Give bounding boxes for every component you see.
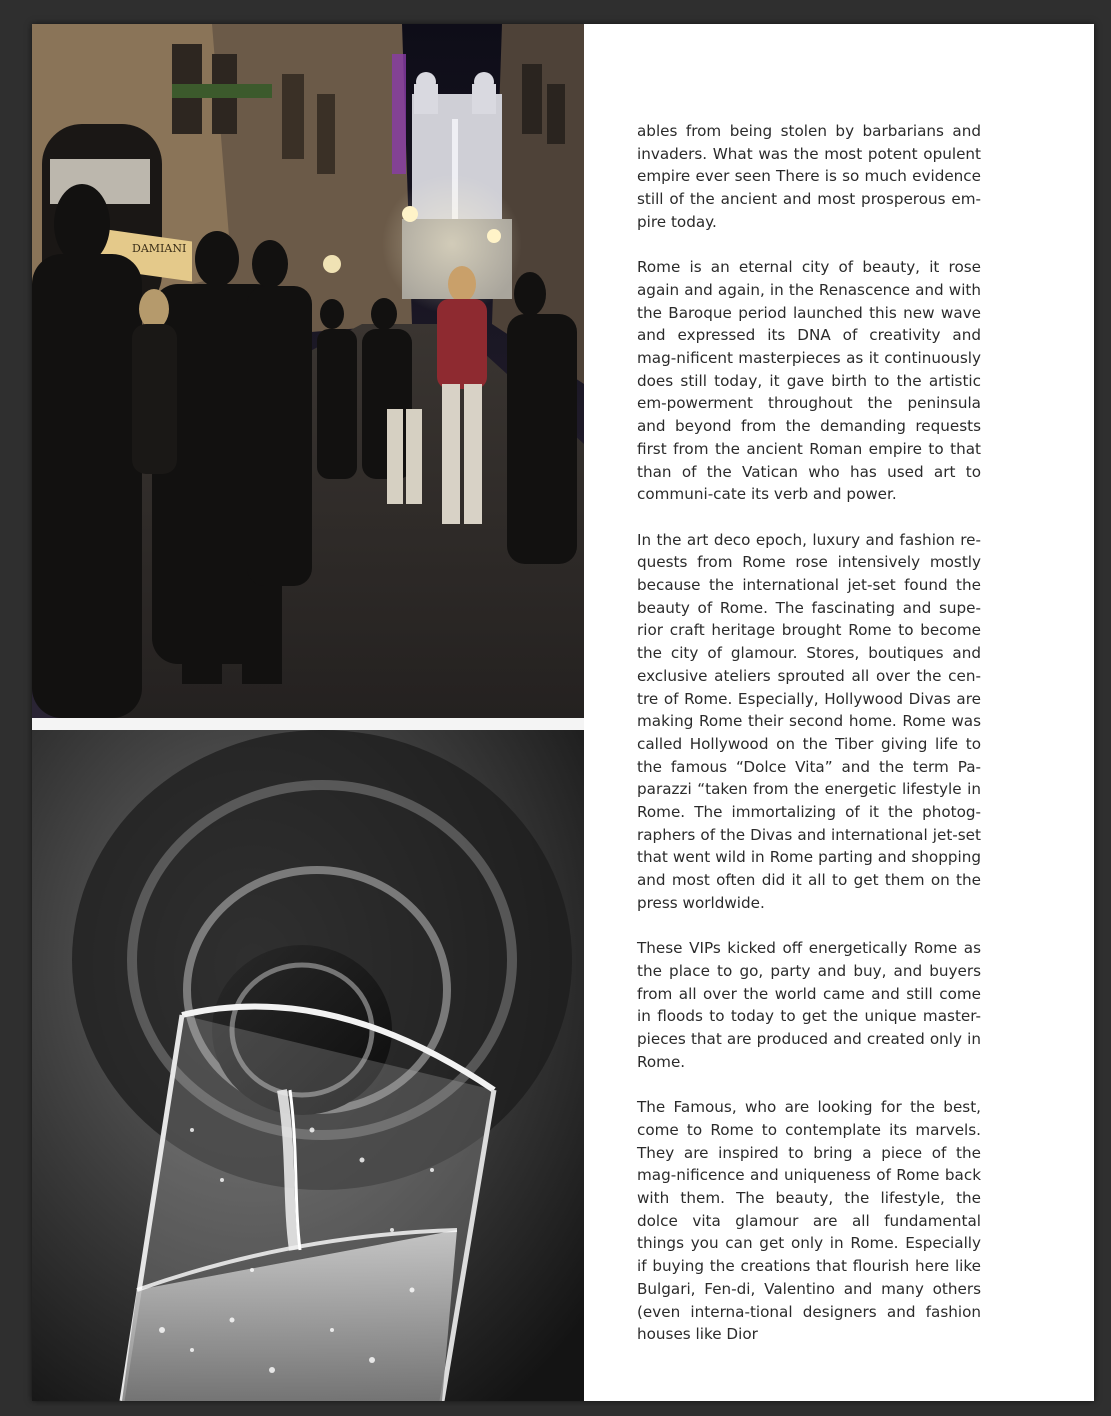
article-paragraph-5: The Famous, who are looking for the best, come to Rome to contemplate its marvels. They are inspired to bring a piece of the mag-nificence and uniqueness of Rome back with them. The beauty, the lifestyle, the dolce vita glamour are all fundamental things you can get only in Rome. Especially if buying the creations that flourish here like Bulgari, Fen-di, Valentino and many others (even interna-tional designers and fashion houses like Dior — [637, 1098, 981, 1344]
article-paragraph-3: In the art deco epoch, luxury and fashion re-quests from Rome rose intensively mostly because the international jet-set found the beauty of Rome. The fascinating and supe-rior craft heritage brought Rome to become the city of glamour. Stores, boutiques and exclusive ateliers sprouted all over the cen-tre of Rome. Especially, Hollywood Divas are making Rome their second home. Rome was called Hollywood on the Tiber giving life to the famous “Dolce Vita” and the term Pa-parazzi “taken from the energetic lifestyle in Rome. The immortalizing of it the photog-raphers of the Divas and international jet-set that went wild in Rome parting and shopping and most often did it all to get them on the press worldwide. — [637, 530, 981, 912]
image-gutter — [32, 718, 584, 730]
article-paragraph-1: ables from being stolen by barbarians and invaders. What was the most potent opulent empire ever seen There is so much evidence still of the ancient and most prosperous em-pire today. — [637, 122, 981, 231]
champagne-photo — [32, 730, 584, 1401]
article-column — [637, 120, 981, 1369]
magazine-page — [32, 24, 1094, 1401]
street-photo — [32, 24, 584, 718]
article-paragraph-2: Rome is an eternal city of beauty, it rose again and again, in the Renascence and with the Baroque period launched this new wave and expressed its DNA of creativity and mag-nificent masterpieces as it continuously does still today, it gave birth to the artistic em-powerment throughout the peninsula and beyond from the demanding requests first from the ancient Roman empire to that than of the Vatican who has used art to communi-cate its verb and power. — [637, 258, 981, 504]
store-sign: DAMIANI — [132, 242, 187, 255]
article-paragraph-4: These VIPs kicked off energetically Rome as the place to go, party and buy, and buyers from all over the world came and still come in floods to today to get the unique master-pieces that are produced and created only in Rome. — [637, 939, 981, 1071]
